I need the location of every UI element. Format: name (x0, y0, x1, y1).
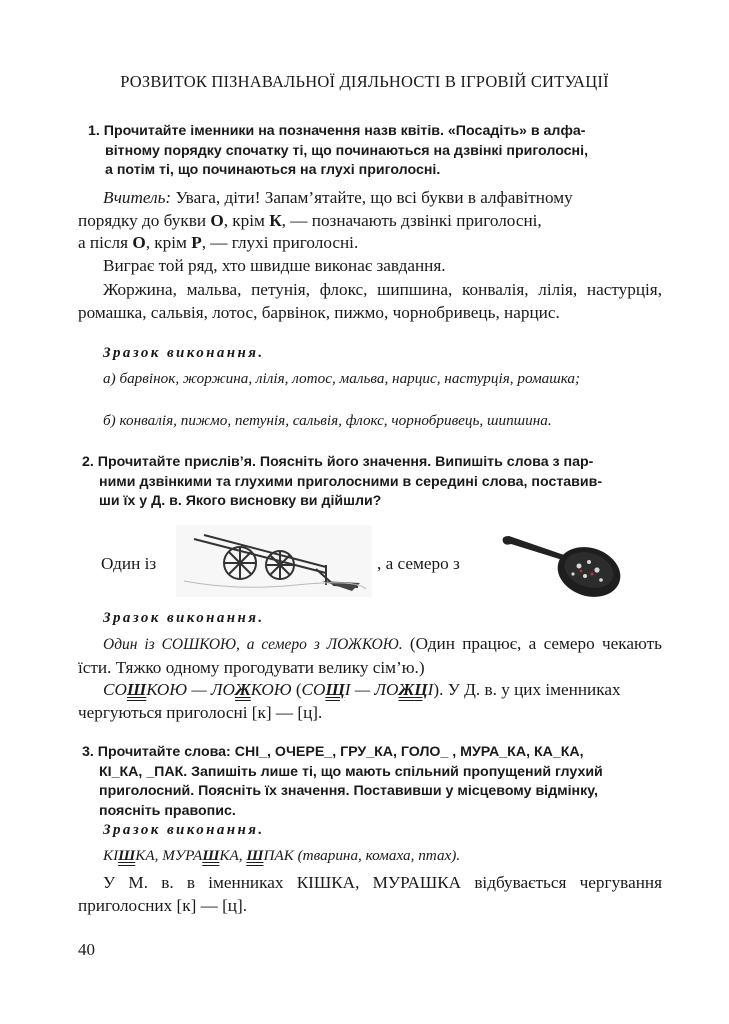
task-1-line-3: а потім ті, що починаються на глухі приголосні. (105, 162, 441, 178)
proverb-meaning: (Один працює, а семеро чекають їсти. Тяжко одному прогодувати велику сім’ю.) (78, 634, 662, 677)
teacher-line-2: порядку до букви О, крім К, — позначають дзвінкі приголосні, (78, 210, 542, 230)
sample-label-1: Зразок виконання. (103, 345, 265, 361)
game-rule: Виграє той ряд, хто швидше виконає завдання. (103, 256, 446, 275)
task-1-instruction (88, 122, 668, 181)
plough-icon (176, 525, 372, 597)
flower-words: Жоржина, мальва, петунія, флокс, шипшина, конвалія, лілія, настурція, ромашка, сальвія, лотос, барвінок, пижмо, чорнобривець, нарцис. (78, 280, 662, 322)
task-2-instruction (82, 453, 668, 512)
task-2-line-1: 2. Прочитайте прислів’я. Поясніть його значення. Випишіть слова з пар- (82, 454, 594, 470)
spoon-icon (497, 526, 627, 602)
dative-forms (78, 679, 662, 724)
task-3-line-4: поясніть правопис. (99, 802, 236, 819)
task-3-line-3: приголосний. Поясніть їх значення. Поставивши у місцевому відмінку, (99, 783, 598, 799)
task-3-instruction (82, 743, 668, 821)
page-number: 40 (78, 940, 95, 959)
teacher-text-1: Увага, діти! Запам’ятайте, що всі букви в алфавітному (171, 188, 573, 207)
task-2-answer (78, 633, 662, 679)
teacher-paragraph (78, 187, 662, 255)
task-3-answer: КІШКА, МУРАШКА, ШПАК (тварина, комаха, птах). (103, 847, 461, 864)
running-header: РОЗВИТОК ПІЗНАВАЛЬНОЇ ДІЯЛЬНОСТІ В ІГРОВІЙ СИТУАЦІЇ (120, 72, 609, 91)
task-3-line-1: 3. Прочитайте слова: СНІ_, ОЧЕРЕ_, ГРУ_КА, ГОЛО_ , МУРА_КА, КА_КА, (82, 744, 584, 760)
task-1-line-1: 1. Прочитайте іменники на позначення назв квітів. «Посадіть» в алфа- (88, 123, 586, 139)
task-3-line-2: КІ_КА, _ПАК. Запишіть лише ті, що мають спільний пропущений глухий (99, 763, 603, 780)
proverb-part-2: , а семеро з (377, 554, 460, 573)
task-1-line-2: вітному порядку спочатку ті, що починаються на дзвінкі приголосні, (105, 142, 589, 159)
sample-label-3: Зразок виконання. (103, 822, 265, 838)
teacher-line-3: а після О, крім Р, — глухі приголосні. (78, 233, 359, 252)
answer-b: б) конвалія, пижмо, петунія, сальвія, флокс, чорнобривець, шипшина. (103, 412, 552, 429)
dative-forms-line-2: чергуються приголосні [к] — [ц]. (78, 702, 323, 722)
task-2-line-3: ши їх у Д. в. Якого висновку ви дійшли? (99, 493, 382, 509)
task-3-conclusion: У М. в. в іменниках КІШКА, МУРАШКА відбувається чергування приголосних [к] — [ц]. (78, 873, 662, 915)
proverb-answer: Один із СОШКОЮ, а семеро з ЛОЖКОЮ. (103, 636, 403, 653)
teacher-label: Вчитель: (103, 188, 172, 207)
task-2-line-2: ними дзвінкими та глухими приголосними в середині слова, поставив- (99, 473, 603, 490)
sample-label-2: Зразок виконання. (103, 610, 265, 626)
answer-a: а) барвінок, жоржина, лілія, лотос, мальва, нарцис, настурція, ромашка; (103, 370, 581, 387)
dative-forms-line-1: СОШКОЮ — ЛОЖКОЮ (СОЩІ — ЛОЖЦІ). У Д. в. у цих іменниках (103, 680, 621, 699)
proverb-part-1: Один із (101, 554, 157, 573)
